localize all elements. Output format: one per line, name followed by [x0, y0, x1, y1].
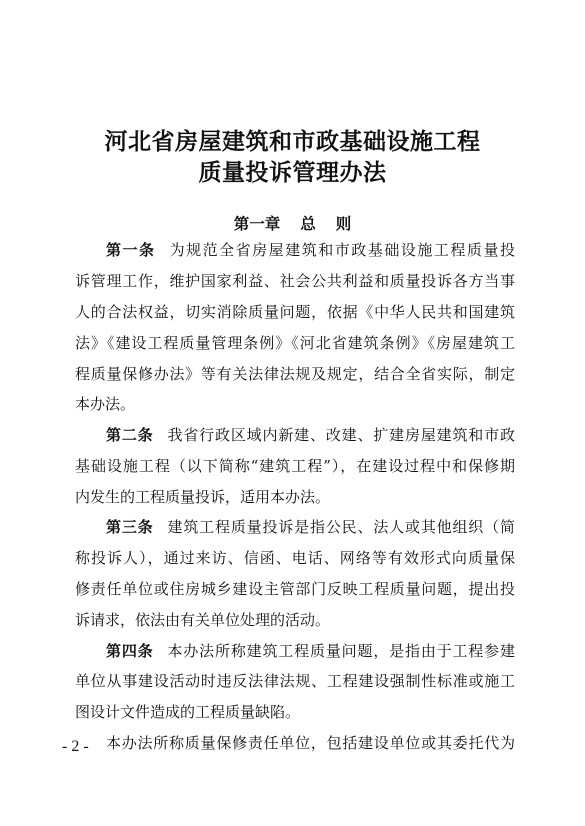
article-2-label: 第二条	[106, 426, 154, 444]
chapter-title-char-2: 则	[335, 215, 352, 233]
article-3-line-2: 称投诉人），通过来访、信函、电话、网络等有效形式向质量保	[75, 549, 515, 567]
article-4-line-3: 图设计文件造成的工程质量缺陷。	[75, 703, 301, 721]
article-2-line-1: 第二条 我省行政区域内新建、改建、扩建房屋建筑和市政	[106, 426, 515, 444]
paragraph-5-line-1: 本办法所称质量保修责任单位，包括建设单位或其委托代为	[106, 734, 515, 752]
article-1-line-6: 本办法。	[75, 395, 136, 413]
document-title-line-1: 河北省房屋建筑和市政基础设施工程	[104, 129, 481, 155]
article-2-line-3: 内发生的工程质量投诉，适用本办法。	[75, 488, 331, 506]
article-3-line-4: 诉请求，依法由有关单位处理的活动。	[75, 611, 331, 629]
document-title-line-2: 质量投诉管理办法	[198, 160, 387, 186]
article-1-line-5: 程质量保修办法》等有关法律法规及规定，结合全省实际，制定	[75, 365, 515, 383]
article-3-line-1: 第三条 建筑工程质量投诉是指公民、法人或其他组织（简	[106, 518, 515, 536]
chapter-title-char-1: 总	[300, 215, 316, 233]
article-1-line-4: 法》《建设工程质量管理条例》《河北省建筑条例》《房屋建筑工	[75, 334, 515, 352]
article-1-line-2: 诉管理工作，维护国家利益、社会公共利益和质量投诉各方当事	[75, 272, 515, 290]
article-1-line-3: 人的合法权益，切实消除质量问题，依据《中华人民共和国建筑	[75, 303, 515, 321]
article-3-label: 第三条	[106, 518, 154, 536]
article-4-label: 第四条	[106, 642, 154, 660]
article-1-label: 第一条	[106, 241, 156, 259]
article-4-line-2: 单位从事建设活动时违反法律法规、工程建设强制性标准或施工	[75, 672, 515, 690]
article-1-line-1: 第一条 为规范全省房屋建筑和市政基础设施工程质量投	[106, 241, 515, 259]
article-2-line-2: 基础设施工程（以下简称“建筑工程”），在建设过程中和保修期	[75, 457, 515, 475]
article-3-line-3: 修责任单位或住房城乡建设主管部门反映工程质量问题，提出投	[75, 580, 515, 598]
article-4-line-1: 第四条 本办法所称建筑工程质量问题，是指由于工程参建	[106, 642, 515, 660]
chapter-heading	[0, 212, 585, 236]
chapter-number: 第一章	[233, 215, 281, 233]
page-number: - 2 -	[62, 738, 89, 755]
